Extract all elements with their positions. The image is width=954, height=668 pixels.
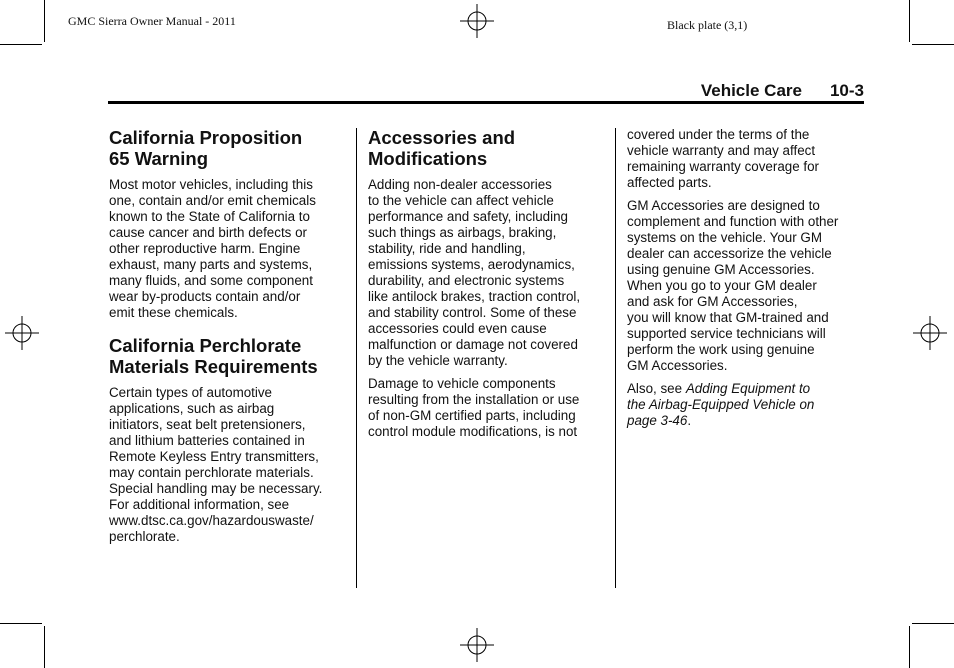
crop-mark-top-right-h xyxy=(912,44,954,45)
cross-reference-link[interactable]: Adding Equipment to xyxy=(685,381,811,396)
section-title: Vehicle Care xyxy=(700,81,802,100)
paragraph-prop65: Most motor vehicles, including this one, contain and/or emit chemicals known to the State of California to cause cancer and birth defects or other reproductive harm. Engine exhaust, many parts and systems, many fluids, and some component wear by-products contain and/or emit these chemicals. xyxy=(109,177,316,320)
slug-plate-info: Black plate (3,1) xyxy=(667,18,748,32)
registration-mark-bottom-icon xyxy=(460,628,494,662)
crop-mark-bottom-left-v xyxy=(44,626,45,668)
paragraph-see-also: Also, see Adding Equipment to the Airbag-Equipped Vehicle on page 3-46. xyxy=(627,381,815,428)
column-divider-1 xyxy=(356,128,357,588)
registration-mark-left-icon xyxy=(5,316,39,350)
paragraph-accessories-1: Adding non-dealer accessories to the vehicle can affect vehicle performance and safety, including such things as airbags, braking, stability, ride and handling, emissions systems, aerodynamics, durability, and electronic systems like antilock brakes, traction control, and stability control. Some of these accessories could even cause malfunction or damage not covered by the vehicle warranty. xyxy=(368,177,581,368)
page-number: 10-3 xyxy=(829,81,864,100)
header-rule xyxy=(108,101,864,104)
dtsc-url: www.dtsc.ca.gov/hazardouswaste/ xyxy=(109,513,314,528)
crop-mark-top-right-v xyxy=(909,0,910,42)
cross-reference-link-cont[interactable]: the Airbag-Equipped Vehicle on xyxy=(627,397,815,412)
registration-mark-right-icon xyxy=(913,316,947,350)
slug-manual-title: GMC Sierra Owner Manual - 2011 xyxy=(68,14,236,28)
paragraph-gm-accessories: GM Accessories are designed to complement and function with other systems on the vehicle. Your GM dealer can accessorize the vehicle using genuine GM Accessories. When you go to your GM dealer and ask for GM Accessories, you will know that GM-trained and supported service technicians will perform the work using genuine GM Accessories. xyxy=(627,198,839,373)
column-1 xyxy=(109,127,349,552)
paragraph-perchlorate: Certain types of automotive applications, such as airbag initiators, seat belt pretensioners, and lithium batteries contained in Remote Keyless Entry transmitters, may contain perchlorate materials. Special handling may be necessary. For additional information, see www.dtsc.ca.gov/hazardouswaste/ perchlorate. xyxy=(109,385,349,545)
column-2 xyxy=(368,127,608,447)
heading-prop65: California Proposition 65 Warning xyxy=(109,127,303,169)
crop-mark-bottom-right-v xyxy=(909,626,910,668)
heading-perchlorate: California Perchlorate Materials Requirements xyxy=(109,335,318,377)
crop-mark-top-left-v xyxy=(44,0,45,42)
crop-mark-top-left-h xyxy=(0,44,42,45)
heading-accessories: Accessories and Modifications xyxy=(368,127,516,169)
column-3 xyxy=(627,127,867,436)
crop-mark-bottom-left-h xyxy=(0,623,42,624)
paragraph-accessories-2: Damage to vehicle components resulting from the installation or use of non-GM certified parts, including control module modifications, is not xyxy=(368,376,580,439)
paragraph-warranty: covered under the terms of the vehicle warranty and may affect remaining warranty coverage for affected parts. xyxy=(627,127,820,190)
running-head xyxy=(701,81,864,101)
cross-reference-page[interactable]: page 3-46 xyxy=(627,413,688,428)
crop-mark-bottom-right-h xyxy=(912,623,954,624)
registration-mark-top-icon xyxy=(460,4,494,38)
column-divider-2 xyxy=(615,128,616,588)
